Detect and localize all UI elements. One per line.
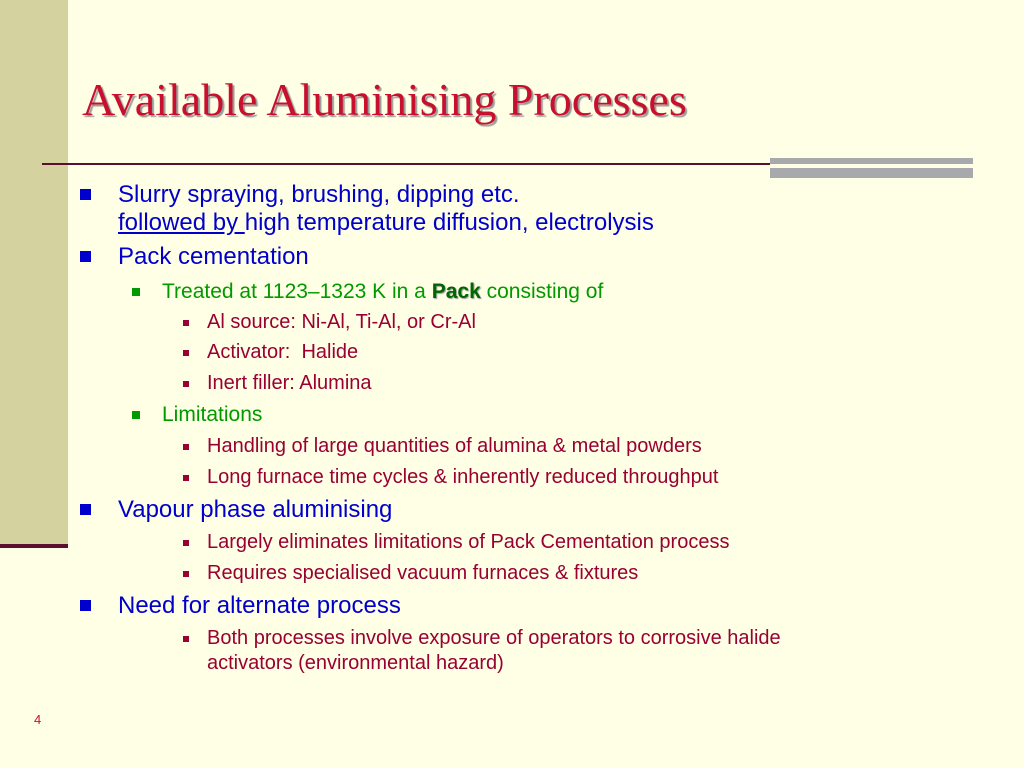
square-bullet-icon <box>80 504 91 515</box>
square-bullet-icon <box>132 411 140 419</box>
sub-sub-bullet-al-source <box>207 310 476 335</box>
bullet-alternate-process <box>118 592 401 620</box>
bullet-text: Al source: Ni-Al, Ti-Al, or Cr-Al <box>207 311 476 333</box>
square-bullet-icon <box>183 571 189 577</box>
slide-title: Available Aluminising Processes <box>82 74 687 125</box>
square-bullet-icon <box>183 320 189 326</box>
square-bullet-icon <box>183 381 189 387</box>
bullet-text: Inert filler: Alumina <box>207 372 372 394</box>
underlined-text: followed by <box>118 209 245 236</box>
bullet-text: Need for alternate process <box>118 592 401 619</box>
sub-sub-bullet-furnace-time <box>207 465 718 490</box>
sub-sub-bullet-inert-filler <box>207 371 372 396</box>
sub-sub-bullet-activator <box>207 340 358 365</box>
bullet-text: high temperature diffusion, electrolysis <box>244 209 654 236</box>
bullet-pack-cementation <box>118 243 309 271</box>
bullet-text: Activator: Halide <box>207 341 359 363</box>
bullet-text: Pack cementation <box>118 243 309 270</box>
square-bullet-icon <box>183 475 189 481</box>
square-bullet-icon <box>183 350 189 356</box>
bullet-text: Largely eliminates limitations of Pack Cementation process <box>207 531 730 553</box>
bullet-slurry-continuation <box>118 209 654 237</box>
bullet-text: Vapour phase aluminising <box>118 496 393 523</box>
square-bullet-icon <box>183 444 189 450</box>
square-bullet-icon <box>183 636 189 642</box>
emphasis-pack: Pack <box>431 280 481 303</box>
bullet-text: Requires specialised vacuum furnaces & fixtures <box>207 562 639 584</box>
sub-sub-bullet-exposure <box>207 626 781 651</box>
bullet-text: activators (environmental hazard) <box>207 652 504 674</box>
sub-bullet-limitations <box>162 402 262 428</box>
sub-bullet-treated <box>162 279 603 305</box>
square-bullet-icon <box>183 540 189 546</box>
bullet-text: Treated at 1123–1323 K in a <box>162 280 432 303</box>
square-bullet-icon <box>80 189 91 200</box>
square-bullet-icon <box>80 251 91 262</box>
square-bullet-icon <box>80 600 91 611</box>
bullet-vapour-phase <box>118 496 392 524</box>
sub-sub-bullet-eliminates <box>207 530 729 555</box>
bullet-text: consisting of <box>480 280 604 303</box>
sub-sub-bullet-exposure-continuation <box>207 651 504 676</box>
bullet-text: Slurry spraying, brushing, dipping etc. <box>118 181 520 208</box>
page-number: 4 <box>34 712 42 727</box>
bullet-slurry <box>118 181 520 209</box>
bullet-text: Limitations <box>162 403 263 426</box>
sub-sub-bullet-vacuum-furnaces <box>207 561 638 586</box>
bullet-text: Long furnace time cycles & inherently reduced throughput <box>207 466 719 488</box>
square-bullet-icon <box>132 288 140 296</box>
sub-sub-bullet-handling <box>207 434 702 459</box>
bullet-text: Both processes involve exposure of operators to corrosive halide <box>207 627 781 649</box>
bullet-text: Handling of large quantities of alumina & metal powders <box>207 435 702 457</box>
